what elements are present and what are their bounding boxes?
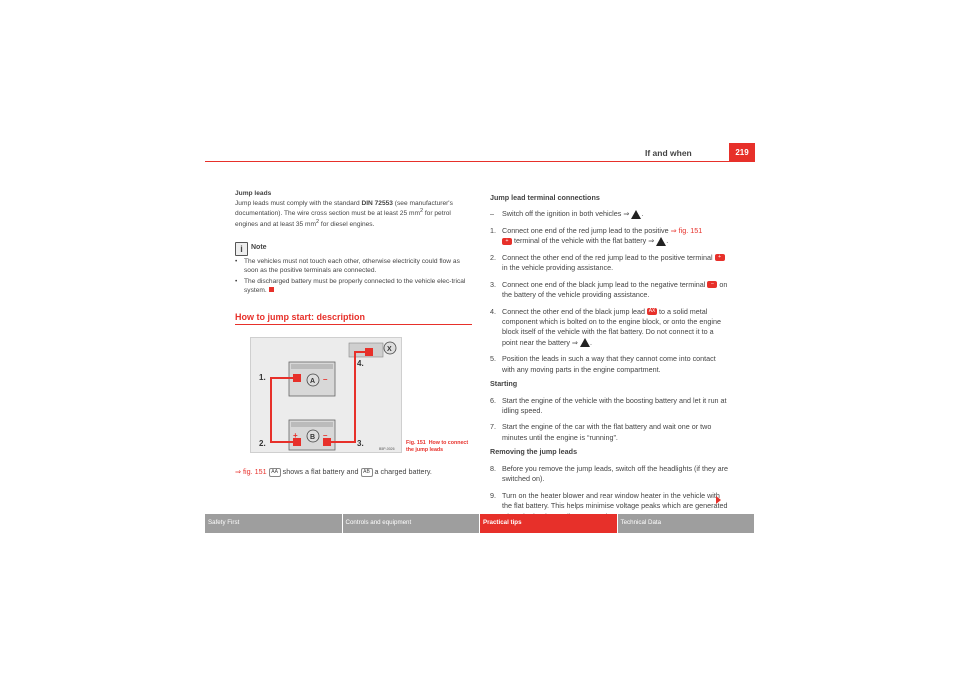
jump-leads-figure [250,337,402,453]
jump-leads-diagram [251,338,401,452]
step-item: 5. Position the leads in such a way that they cannot come into contact with any moving parts in the engine compartment. [490,354,716,374]
fig-label-4: 4. [357,359,364,368]
step-item: 1. Connect one end of the red jump lead to the positive ⇒ fig. 151 + terminal of the vehicle with the flat battery ⇒ . [490,225,703,246]
fig-label-b: B [310,434,316,441]
positive-terminal-badge: + [502,238,512,245]
step-item: 9. Turn on the heater blower and rear window heater in the vehicle with the flat battery. This helps minimise voltage peaks which are generated [490,490,728,511]
minus-a: – [323,375,328,384]
plus-a: + [293,375,298,384]
right-column [490,189,730,522]
page-header-title: If and when [645,148,692,158]
positive-terminal-badge: + [715,254,725,261]
note-icon: i [235,242,248,256]
section-rule [235,324,472,325]
page-number: 219 [729,143,755,161]
note-bullet: • The discharged battery must be properly connected to the vehicle elec-trical system. [235,277,466,295]
note-label: Note [251,244,267,252]
fig-label-3: 3. [357,439,364,448]
end-of-section-icon [269,287,274,292]
header-rule [205,161,755,162]
step-item: 4. Connect the other end of the black jump lead AX to a solid metal component which is bolted on to the engine block, or onto the engine block itself of the vehicle with the flat battery. Do not connect it to a point near the battery ⇒ . [490,306,721,347]
fig-label-a: A [310,378,316,385]
step-item: 2. Connect the other end of the red jump lead to the positive terminal + in the vehicle providing assistance. [490,253,730,274]
badge-aa: AA [269,468,281,477]
warning-icon [631,210,641,219]
warning-icon [580,338,590,347]
figure-caption: Fig. 151 How to connect the jump leads [406,440,469,453]
step-item: 7. Start the engine of the car with the flat battery and wait one or two minutes until the engine is “running”. [490,422,712,442]
fig-code: B5P-0026 [379,447,395,451]
minus-b: – [323,431,328,440]
negative-terminal-badge: – [707,281,717,288]
step-item: 6. Start the engine of the vehicle with the boosting battery and let it run at idling speed. [490,395,727,415]
footer-tab-practical-tips[interactable]: Practical tips [480,514,618,533]
fig-label-1: 1. [259,373,266,382]
fig-link[interactable]: ⇒ fig. 151 [235,467,267,476]
badge-ab: AB [361,468,373,477]
connections-heading: Jump lead terminal connections [490,193,600,202]
footer-nav [205,514,755,533]
fig-label-x: X [387,346,392,353]
fig-label-2: 2. [259,439,266,448]
section-title: How to jump start: description [235,312,366,322]
step-item: 8. Before you remove the jump leads, switch off the headlights (if they are switched on). [490,463,728,484]
ground-badge: AX [648,308,656,315]
figure-description: ⇒ fig. 151 AA shows a flat battery and AB a charged battery. [235,467,432,476]
plus-b: + [293,431,298,440]
starting-heading: Starting [490,379,518,389]
footer-tab-controls-equipment[interactable]: Controls and equipment [343,514,481,533]
jump-leads-text: Jump leads must comply with the standard DIN 72553 (see manufacturer's documentation). The wire cross section must be at least 25 $mm^2$ for petrol engines and at least 35 $mm^2$ for diesel engines. [235,199,453,229]
footer-tab-technical-data[interactable]: Technical Data [618,514,756,533]
left-column [235,189,471,296]
fig-link[interactable]: ⇒ fig. 151 [670,225,703,235]
warning-icon [656,237,666,246]
next-page-arrow-icon[interactable] [716,496,721,504]
note-header [235,242,471,256]
note-bullet: • The vehicles must not touch each other, otherwise electricity could flow as soon as the positive terminals are connected. [235,257,460,275]
footer-tab-safety-first[interactable]: Safety First [205,514,343,533]
step-item: 3. Connect one end of the black jump lead to the negative terminal – on the battery of the vehicle providing assistance. [490,279,728,300]
removing-heading: Removing the jump leads [490,447,578,457]
jump-leads-heading: Jump leads [235,190,272,197]
dash-item: – Switch off the ignition in both vehicles ⇒ . [490,209,644,219]
